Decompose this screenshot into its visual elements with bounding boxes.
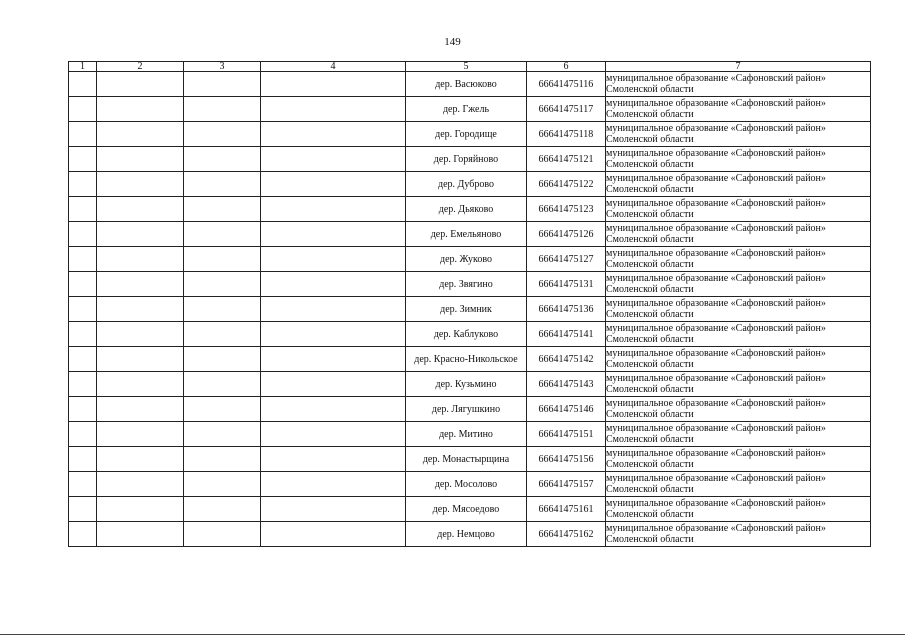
settlement-cell: дер. Дьяково — [406, 197, 527, 222]
empty-cell — [184, 472, 261, 497]
empty-cell — [69, 297, 97, 322]
settlement-cell: дер. Зимник — [406, 297, 527, 322]
oktmo-code-cell: 66641475121 — [527, 147, 606, 172]
settlement-cell: дер. Немцово — [406, 522, 527, 547]
table-row — [69, 347, 871, 372]
empty-cell — [69, 222, 97, 247]
municipality-cell: муниципальное образование «Сафоновский район» Смоленской области — [606, 247, 871, 272]
settlement-cell: дер. Горяйново — [406, 147, 527, 172]
settlement-cell: дер. Каблуково — [406, 322, 527, 347]
empty-cell — [69, 147, 97, 172]
empty-cell — [261, 372, 406, 397]
empty-cell — [261, 172, 406, 197]
empty-cell — [69, 372, 97, 397]
oktmo-code-cell: 66641475127 — [527, 247, 606, 272]
settlement-cell: дер. Дуброво — [406, 172, 527, 197]
empty-cell — [261, 197, 406, 222]
empty-cell — [69, 472, 97, 497]
empty-cell — [97, 72, 184, 97]
oktmo-code-cell: 66641475117 — [527, 97, 606, 122]
municipality-cell: муниципальное образование «Сафоновский район» Смоленской области — [606, 222, 871, 247]
settlement-cell: дер. Гжель — [406, 97, 527, 122]
table-row — [69, 172, 871, 197]
empty-cell — [69, 397, 97, 422]
oktmo-code-cell: 66641475151 — [527, 422, 606, 447]
empty-cell — [184, 422, 261, 447]
empty-cell — [97, 122, 184, 147]
empty-cell — [261, 422, 406, 447]
empty-cell — [69, 497, 97, 522]
bottom-rule — [0, 634, 905, 635]
empty-cell — [97, 222, 184, 247]
oktmo-code-cell: 66641475157 — [527, 472, 606, 497]
settlement-cell: дер. Кузьмино — [406, 372, 527, 397]
empty-cell — [69, 97, 97, 122]
column-header: 3 — [184, 62, 261, 72]
table-row — [69, 297, 871, 322]
empty-cell — [97, 297, 184, 322]
settlement-cell: дер. Монастырщина — [406, 447, 527, 472]
table-row — [69, 322, 871, 347]
empty-cell — [261, 522, 406, 547]
empty-cell — [184, 147, 261, 172]
settlement-cell: дер. Мосолово — [406, 472, 527, 497]
settlement-cell: дер. Васюково — [406, 72, 527, 97]
empty-cell — [69, 447, 97, 472]
oktmo-code-cell: 66641475131 — [527, 272, 606, 297]
settlement-cell: дер. Красно-Никольское — [406, 347, 527, 372]
empty-cell — [69, 122, 97, 147]
municipality-cell: муниципальное образование «Сафоновский район» Смоленской области — [606, 347, 871, 372]
empty-cell — [97, 247, 184, 272]
empty-cell — [69, 197, 97, 222]
empty-cell — [261, 297, 406, 322]
municipality-cell: муниципальное образование «Сафоновский район» Смоленской области — [606, 322, 871, 347]
table-row — [69, 272, 871, 297]
table-row — [69, 447, 871, 472]
table-row — [69, 422, 871, 447]
settlement-cell: дер. Жуково — [406, 247, 527, 272]
municipality-cell: муниципальное образование «Сафоновский район» Смоленской области — [606, 297, 871, 322]
empty-cell — [261, 122, 406, 147]
column-header: 6 — [527, 62, 606, 72]
municipality-cell: муниципальное образование «Сафоновский район» Смоленской области — [606, 147, 871, 172]
oktmo-code-cell: 66641475126 — [527, 222, 606, 247]
municipality-cell: муниципальное образование «Сафоновский район» Смоленской области — [606, 497, 871, 522]
empty-cell — [261, 347, 406, 372]
municipality-cell: муниципальное образование «Сафоновский район» Смоленской области — [606, 397, 871, 422]
table-row — [69, 197, 871, 222]
settlement-cell: дер. Звягино — [406, 272, 527, 297]
empty-cell — [261, 472, 406, 497]
empty-cell — [97, 272, 184, 297]
oktmo-code-cell: 66641475136 — [527, 297, 606, 322]
page-number: 149 — [444, 36, 461, 48]
empty-cell — [97, 97, 184, 122]
oktmo-code-cell: 66641475122 — [527, 172, 606, 197]
empty-cell — [69, 247, 97, 272]
empty-cell — [97, 172, 184, 197]
column-header: 7 — [606, 62, 871, 72]
table-row — [69, 472, 871, 497]
municipality-cell: муниципальное образование «Сафоновский район» Смоленской области — [606, 97, 871, 122]
oktmo-code-cell: 66641475116 — [527, 72, 606, 97]
empty-cell — [261, 247, 406, 272]
empty-cell — [184, 122, 261, 147]
empty-cell — [69, 322, 97, 347]
municipality-cell: муниципальное образование «Сафоновский район» Смоленской области — [606, 272, 871, 297]
empty-cell — [69, 422, 97, 447]
municipality-cell: муниципальное образование «Сафоновский район» Смоленской области — [606, 197, 871, 222]
empty-cell — [261, 272, 406, 297]
oktmo-code-cell: 66641475162 — [527, 522, 606, 547]
empty-cell — [97, 397, 184, 422]
oktmo-code-cell: 66641475156 — [527, 447, 606, 472]
settlement-cell: дер. Городище — [406, 122, 527, 147]
oktmo-code-cell: 66641475161 — [527, 497, 606, 522]
municipality-cell: муниципальное образование «Сафоновский район» Смоленской области — [606, 72, 871, 97]
municipality-cell: муниципальное образование «Сафоновский район» Смоленской области — [606, 522, 871, 547]
column-header: 2 — [97, 62, 184, 72]
oktmo-code-cell: 66641475142 — [527, 347, 606, 372]
empty-cell — [184, 247, 261, 272]
empty-cell — [184, 347, 261, 372]
empty-cell — [97, 322, 184, 347]
empty-cell — [261, 322, 406, 347]
empty-cell — [184, 497, 261, 522]
empty-cell — [184, 222, 261, 247]
oktmo-code-cell: 66641475123 — [527, 197, 606, 222]
settlement-cell: дер. Мясоедово — [406, 497, 527, 522]
empty-cell — [69, 522, 97, 547]
empty-cell — [261, 72, 406, 97]
empty-cell — [97, 147, 184, 172]
empty-cell — [184, 197, 261, 222]
municipality-cell: муниципальное образование «Сафоновский район» Смоленской области — [606, 122, 871, 147]
empty-cell — [97, 472, 184, 497]
empty-cell — [184, 397, 261, 422]
empty-cell — [97, 422, 184, 447]
settlement-cell: дер. Емельяново — [406, 222, 527, 247]
empty-cell — [97, 497, 184, 522]
table-row — [69, 522, 871, 547]
empty-cell — [261, 222, 406, 247]
empty-cell — [184, 297, 261, 322]
empty-cell — [97, 197, 184, 222]
municipality-cell: муниципальное образование «Сафоновский район» Смоленской области — [606, 372, 871, 397]
empty-cell — [69, 72, 97, 97]
empty-cell — [261, 497, 406, 522]
municipality-cell: муниципальное образование «Сафоновский район» Смоленской области — [606, 422, 871, 447]
empty-cell — [69, 272, 97, 297]
column-header: 5 — [406, 62, 527, 72]
empty-cell — [261, 147, 406, 172]
empty-cell — [97, 347, 184, 372]
empty-cell — [261, 447, 406, 472]
table-row — [69, 97, 871, 122]
column-header: 4 — [261, 62, 406, 72]
table-row — [69, 397, 871, 422]
settlement-cell: дер. Лягушкино — [406, 397, 527, 422]
table-row — [69, 247, 871, 272]
table-row — [69, 122, 871, 147]
oktmo-code-cell: 66641475118 — [527, 122, 606, 147]
column-number-row — [69, 62, 871, 72]
empty-cell — [97, 447, 184, 472]
oktmo-code-cell: 66641475141 — [527, 322, 606, 347]
table-row — [69, 72, 871, 97]
empty-cell — [184, 372, 261, 397]
settlement-register-table — [68, 61, 871, 547]
empty-cell — [261, 397, 406, 422]
empty-cell — [184, 522, 261, 547]
empty-cell — [69, 172, 97, 197]
settlement-cell: дер. Митино — [406, 422, 527, 447]
empty-cell — [97, 372, 184, 397]
empty-cell — [184, 447, 261, 472]
empty-cell — [184, 97, 261, 122]
municipality-cell: муниципальное образование «Сафоновский район» Смоленской области — [606, 472, 871, 497]
table-row — [69, 372, 871, 397]
oktmo-code-cell: 66641475146 — [527, 397, 606, 422]
municipality-cell: муниципальное образование «Сафоновский район» Смоленской области — [606, 447, 871, 472]
table-row — [69, 147, 871, 172]
empty-cell — [184, 322, 261, 347]
empty-cell — [97, 522, 184, 547]
column-header: 1 — [69, 62, 97, 72]
table-row — [69, 497, 871, 522]
empty-cell — [69, 347, 97, 372]
municipality-cell: муниципальное образование «Сафоновский район» Смоленской области — [606, 172, 871, 197]
register-body — [69, 72, 871, 547]
empty-cell — [184, 272, 261, 297]
empty-cell — [184, 72, 261, 97]
empty-cell — [184, 172, 261, 197]
empty-cell — [261, 97, 406, 122]
oktmo-code-cell: 66641475143 — [527, 372, 606, 397]
table-row — [69, 222, 871, 247]
